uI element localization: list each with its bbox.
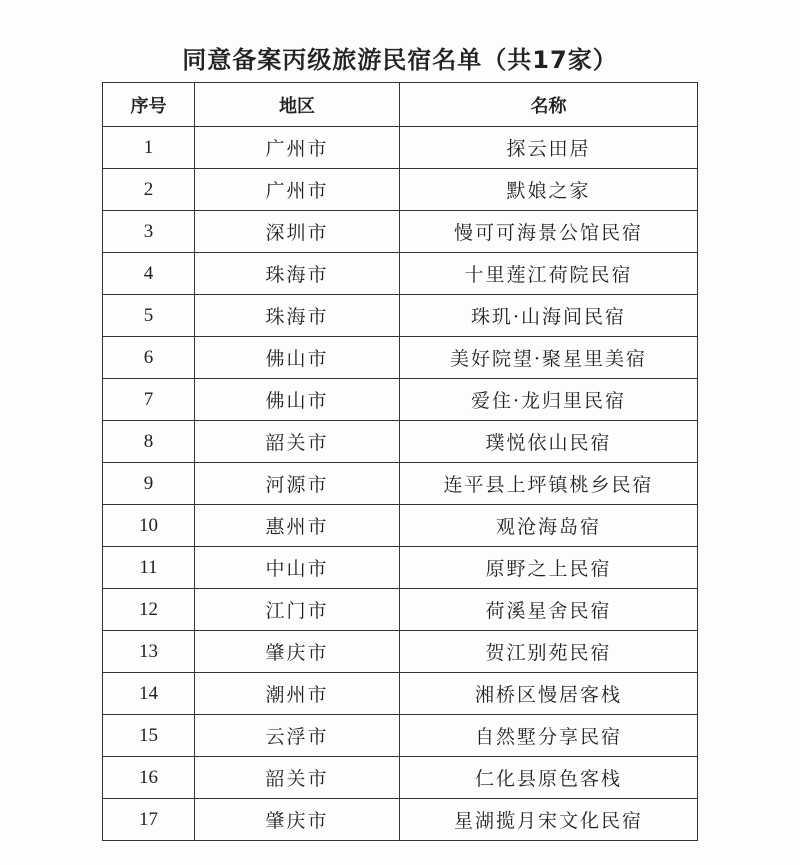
row-area-cell: 广州市: [195, 127, 400, 169]
table-row: [103, 421, 698, 463]
row-name-cell: 贺江别苑民宿: [400, 631, 698, 673]
row-area-cell: 珠海市: [195, 295, 400, 337]
row-area-cell: 肇庆市: [195, 631, 400, 673]
row-name-cell: 默娘之家: [400, 169, 698, 211]
table-row: [103, 169, 698, 211]
table-row: [103, 211, 698, 253]
table-row: [103, 715, 698, 757]
table-row: [103, 505, 698, 547]
table-row: [103, 379, 698, 421]
row-seq-cell: 9: [103, 463, 195, 505]
row-seq-cell: 10: [103, 505, 195, 547]
header-area: 地区: [195, 83, 400, 127]
table-header-row: [103, 83, 698, 127]
table-body: [103, 127, 698, 841]
table-row: [103, 589, 698, 631]
row-name-cell: 爱住·龙归里民宿: [400, 379, 698, 421]
row-seq-cell: 7: [103, 379, 195, 421]
row-seq-cell: 6: [103, 337, 195, 379]
row-area-cell: 河源市: [195, 463, 400, 505]
row-area-cell: 深圳市: [195, 211, 400, 253]
row-name-cell: 仁化县原色客栈: [400, 757, 698, 799]
row-seq-cell: 2: [103, 169, 195, 211]
row-name-cell: 连平县上坪镇桃乡民宿: [400, 463, 698, 505]
row-area-cell: 佛山市: [195, 337, 400, 379]
table-row: [103, 127, 698, 169]
row-seq-cell: 4: [103, 253, 195, 295]
header-name: 名称: [400, 83, 698, 127]
row-seq-cell: 12: [103, 589, 195, 631]
row-seq-cell: 14: [103, 673, 195, 715]
table-row: [103, 295, 698, 337]
row-name-cell: 观沧海岛宿: [400, 505, 698, 547]
row-area-cell: 中山市: [195, 547, 400, 589]
row-area-cell: 韶关市: [195, 421, 400, 463]
row-name-cell: 荷溪星舍民宿: [400, 589, 698, 631]
row-seq-cell: 11: [103, 547, 195, 589]
table-row: [103, 253, 698, 295]
row-name-cell: 璞悦依山民宿: [400, 421, 698, 463]
row-seq-cell: 13: [103, 631, 195, 673]
row-name-cell: 慢可可海景公馆民宿: [400, 211, 698, 253]
row-area-cell: 云浮市: [195, 715, 400, 757]
row-seq-cell: 17: [103, 799, 195, 841]
row-area-cell: 潮州市: [195, 673, 400, 715]
row-area-cell: 广州市: [195, 169, 400, 211]
table-row: [103, 799, 698, 841]
row-area-cell: 惠州市: [195, 505, 400, 547]
row-name-cell: 星湖揽月宋文化民宿: [400, 799, 698, 841]
row-area-cell: 江门市: [195, 589, 400, 631]
row-seq-cell: 16: [103, 757, 195, 799]
row-seq-cell: 15: [103, 715, 195, 757]
row-seq-cell: 1: [103, 127, 195, 169]
row-name-cell: 十里莲江荷院民宿: [400, 253, 698, 295]
row-area-cell: 佛山市: [195, 379, 400, 421]
table-row: [103, 631, 698, 673]
row-area-cell: 肇庆市: [195, 799, 400, 841]
row-area-cell: 韶关市: [195, 757, 400, 799]
row-seq-cell: 5: [103, 295, 195, 337]
row-name-cell: 湘桥区慢居客栈: [400, 673, 698, 715]
table-row: [103, 757, 698, 799]
table-row: [103, 547, 698, 589]
table-row: [103, 337, 698, 379]
row-name-cell: 珠玑·山海间民宿: [400, 295, 698, 337]
document-title: 同意备案丙级旅游民宿名单（共17家）: [182, 46, 618, 74]
header-seq: 序号: [103, 83, 195, 127]
row-seq-cell: 8: [103, 421, 195, 463]
row-area-cell: 珠海市: [195, 253, 400, 295]
row-name-cell: 探云田居: [400, 127, 698, 169]
homestay-list-table: [102, 82, 698, 841]
row-name-cell: 原野之上民宿: [400, 547, 698, 589]
row-name-cell: 美好院望·聚星里美宿: [400, 337, 698, 379]
row-name-cell: 自然墅分享民宿: [400, 715, 698, 757]
table-row: [103, 673, 698, 715]
table-row: [103, 463, 698, 505]
row-seq-cell: 3: [103, 211, 195, 253]
